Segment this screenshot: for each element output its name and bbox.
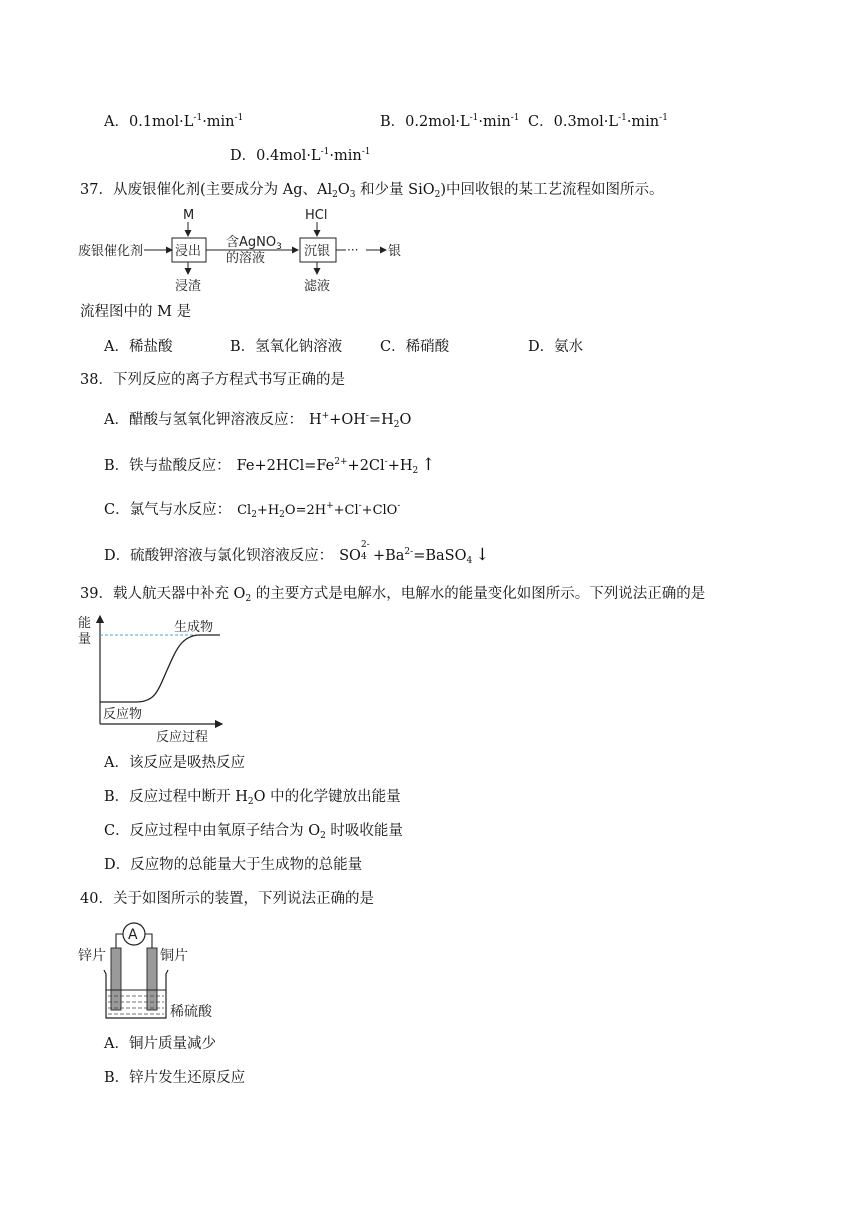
flow-residue-2: 滤液 bbox=[304, 279, 331, 294]
q39-option-c: C．反应过程中由氧原子结合为 $O_2$ 时吸收能量 bbox=[104, 823, 403, 841]
copper-label: 铜片 bbox=[160, 948, 188, 964]
q38-stem: 38．下列反应的离子方程式书写正确的是 bbox=[80, 372, 345, 388]
q39-option-d: D．反应物的总能量大于生成物的总能量 bbox=[104, 857, 363, 873]
flow-mid-line2: 的溶液 bbox=[226, 251, 266, 266]
q36-option-a: A．$0.1mol\cdot L^{-1}\cdot\min^{-1}$ bbox=[104, 113, 244, 130]
q37-option-a: A．稀盐酸 bbox=[104, 339, 173, 355]
q40-stem: 40．关于如图所示的装置，下列说法正确的是 bbox=[80, 891, 374, 907]
wire-left bbox=[116, 934, 123, 948]
q40-option-a: A．铜片质量减少 bbox=[104, 1036, 216, 1052]
flow-dots: ··· bbox=[347, 243, 359, 257]
flow-box-precipitate-label: 沉银 bbox=[304, 244, 331, 259]
q40-option-b: B．锌片发生还原反应 bbox=[104, 1070, 246, 1086]
flow-reagent-hcl: HCl bbox=[305, 208, 328, 223]
q37-stem: 37．从废银催化剂(主要成分为 Ag、$Al_2O_3$ 和少量 SiO$_2$)中回收银的某工艺流程如图所示。 bbox=[80, 182, 664, 200]
q38-option-b: B．铁与盐酸反应： $Fe+2HCl=Fe^{2+}+2Cl^-+H_2$ ↑ bbox=[104, 455, 436, 476]
q38-option-a: A．醋酸与氢氧化钾溶液反应： $H^++OH^-=H_2O$ bbox=[104, 411, 412, 430]
zinc-electrode bbox=[111, 948, 121, 1010]
flow-start-label: 废银催化剂 bbox=[78, 244, 144, 259]
acid-label: 稀硫酸 bbox=[170, 1004, 212, 1020]
zinc-label: 锌片 bbox=[78, 948, 106, 964]
q39-stem: 39．载人航天器中补充 $O_2$ 的主要方式是电解水，电解水的能量变化如图所示。下列说法正确的是 bbox=[80, 586, 706, 604]
graph-xlabel: 反应过程 bbox=[156, 730, 209, 745]
graph-ylabel-2: 量 bbox=[78, 632, 92, 647]
graph-reactant-label: 反应物 bbox=[103, 707, 143, 722]
q39-energy-diagram bbox=[76, 610, 236, 746]
flow-box-leach-label: 浸出 bbox=[175, 244, 202, 259]
q38-option-d: D．硫酸钾溶液与氯化钡溶液反应： SO 2- 4 $+Ba^{2-}=BaSO_4$ ↓ bbox=[104, 540, 490, 566]
ammeter-label: A bbox=[128, 927, 138, 943]
flow-mid-line1: 含AgNO$_3$ bbox=[226, 235, 282, 252]
flow-residue-1: 浸渣 bbox=[175, 279, 202, 294]
q37-flow-diagram bbox=[76, 202, 416, 298]
wire-right bbox=[145, 934, 152, 948]
q36-option-d: D．$0.4mol\cdot L^{-1}\cdot\min^{-1}$ bbox=[230, 147, 371, 164]
flow-end-label: 银 bbox=[388, 244, 402, 259]
graph-ylabel-1: 能 bbox=[78, 616, 92, 631]
q37-question: 流程图中的 M 是 bbox=[80, 304, 192, 320]
q37-option-b: B．氢氧化钠溶液 bbox=[230, 339, 343, 355]
q37-option-c: C．稀硝酸 bbox=[380, 339, 450, 355]
q37-option-d: D．氨水 bbox=[528, 339, 584, 355]
q36-option-b: B．$0.2mol\cdot L^{-1}\cdot\min^{-1}$ bbox=[380, 113, 520, 130]
graph-energy-curve bbox=[100, 635, 220, 702]
flow-reagent-m: M bbox=[183, 208, 195, 223]
q39-option-b: B．反应过程中断开 $H_2O$ 中的化学键放出能量 bbox=[104, 789, 401, 807]
q40-galvanic-cell-diagram bbox=[76, 914, 236, 1026]
q36-option-c: C．$0.3mol\cdot L^{-1}\cdot\min^{-1}$ bbox=[528, 113, 668, 130]
q38-option-c: C．氯气与水反应： $Cl_2+H_2O=2H^++Cl^-+ClO^-$ bbox=[104, 501, 401, 520]
copper-electrode bbox=[147, 948, 157, 1010]
graph-product-label: 生成物 bbox=[174, 620, 214, 635]
q39-option-a: A．该反应是吸热反应 bbox=[104, 755, 245, 771]
